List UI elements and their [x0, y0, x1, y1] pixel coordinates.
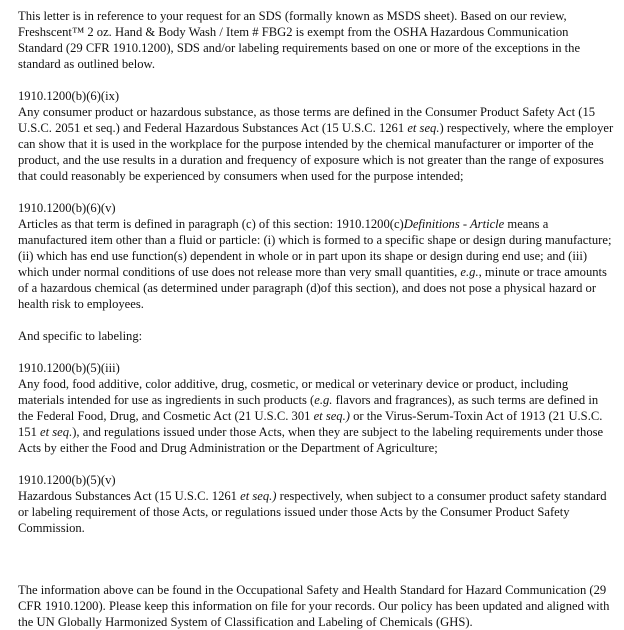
text-run: Any food, food additive, color additive, drug, cosmetic, or medical or veterinary device or product, including materials intended for use as ingredients in such products (	[18, 377, 569, 407]
text-run: means a manufactured item other than a fluid or particle: (i) which is formed to a specific shape or design during manufacture; (ii) which has end use function(s) dependent in whole or in part upon its shape or design during end use; and (iii) which under normal conditions of use does not release more than very small quantities,	[18, 217, 612, 279]
italic-run: et seq.)	[240, 489, 277, 503]
section-body	[18, 104, 614, 184]
text-run: ), and regulations issued under those Acts, when they are subject to the labeling requirements under those Acts by either the Food and Drug Administration or the Department of Agriculture;	[18, 425, 604, 455]
italic-run: et seq.	[407, 121, 440, 135]
italic-run: Definitions - Article	[403, 217, 505, 231]
italic-run: e.g.	[460, 265, 479, 279]
exemption-section-b6v	[18, 200, 614, 312]
italic-run: et seq.)	[313, 409, 350, 423]
text-run: , minute or trace amounts of a hazardous chemical (as determined under paragraph (d)of this section), and does not pose a physical hazard or health risk to employees.	[18, 265, 607, 311]
section-heading: 1910.1200(b)(5)(iii)	[18, 361, 120, 375]
section-heading: 1910.1200(b)(5)(v)	[18, 473, 116, 487]
closing-paragraph: The information above can be found in the Occupational Safety and Health Standard for Hazard Communication (29 CFR 1910.1200). Please keep this information on file for your records. Our policy has been updated and aligned with the UN Globally Harmonized System of Classification and Labeling of Chemicals (GHS).	[18, 583, 610, 629]
text-run: ) respectively, where the employer can show that it is used in the workplace for the purpose intended by the chemical manufacturer or importer of the product, and the use results in a duration and frequency of exposure which is not greater than the range of exposures that could reasonably be experienced by consumers when used for the purpose intended;	[18, 121, 614, 183]
text-run: flavors and fragrances), as such terms are defined in the Federal Food, Drug, and Cosmetic Act (21 U.S.C. 301	[18, 393, 599, 423]
labeling-section-b5iii	[18, 360, 614, 456]
section-body	[18, 376, 614, 456]
section-heading: 1910.1200(b)(6)(ix)	[18, 89, 120, 103]
section-body	[18, 216, 614, 312]
labeling-section-b5v	[18, 472, 614, 536]
text-run: Articles as that term is defined in paragraph (c) of this section: 1910.1200(c)	[18, 217, 404, 231]
italic-run: e.g.	[314, 393, 333, 407]
labeling-intro: And specific to labeling:	[18, 329, 143, 343]
section-heading: 1910.1200(b)(6)(v)	[18, 201, 116, 215]
text-run: or the Virus-Serum-Toxin Act of 1913 (21 U.S.C. 151	[18, 409, 603, 439]
exemption-section-b6ix	[18, 88, 614, 184]
intro-paragraph: This letter is in reference to your request for an SDS (formally known as MSDS sheet). Based on our review, Freshscent™ 2 oz. Hand & Body Wash / Item # FBG2 is exempt from the OSHA Hazardous Communication Standard (29 CFR 1910.1200), SDS and/or labeling requirements based on one or more of the exceptions in the standard as outlined below.	[18, 9, 581, 71]
text-run: Hazardous Substances Act (15 U.S.C. 1261	[18, 489, 241, 503]
text-run: respectively, when subject to a consumer product safety standard or labeling requirement of those Acts, or regulations issued under those Acts by the Consumer Product Safety Commission.	[18, 489, 607, 535]
italic-run: et seq.	[40, 425, 73, 439]
section-body	[18, 488, 614, 536]
text-run: Any consumer product or hazardous substance, as those terms are defined in the Consumer Product Safety Act (15 U.S.C. 2051 et seq.) and Federal Hazardous Substances Act (15 U.S.C. 1261	[18, 105, 596, 135]
letter-document	[18, 8, 614, 630]
